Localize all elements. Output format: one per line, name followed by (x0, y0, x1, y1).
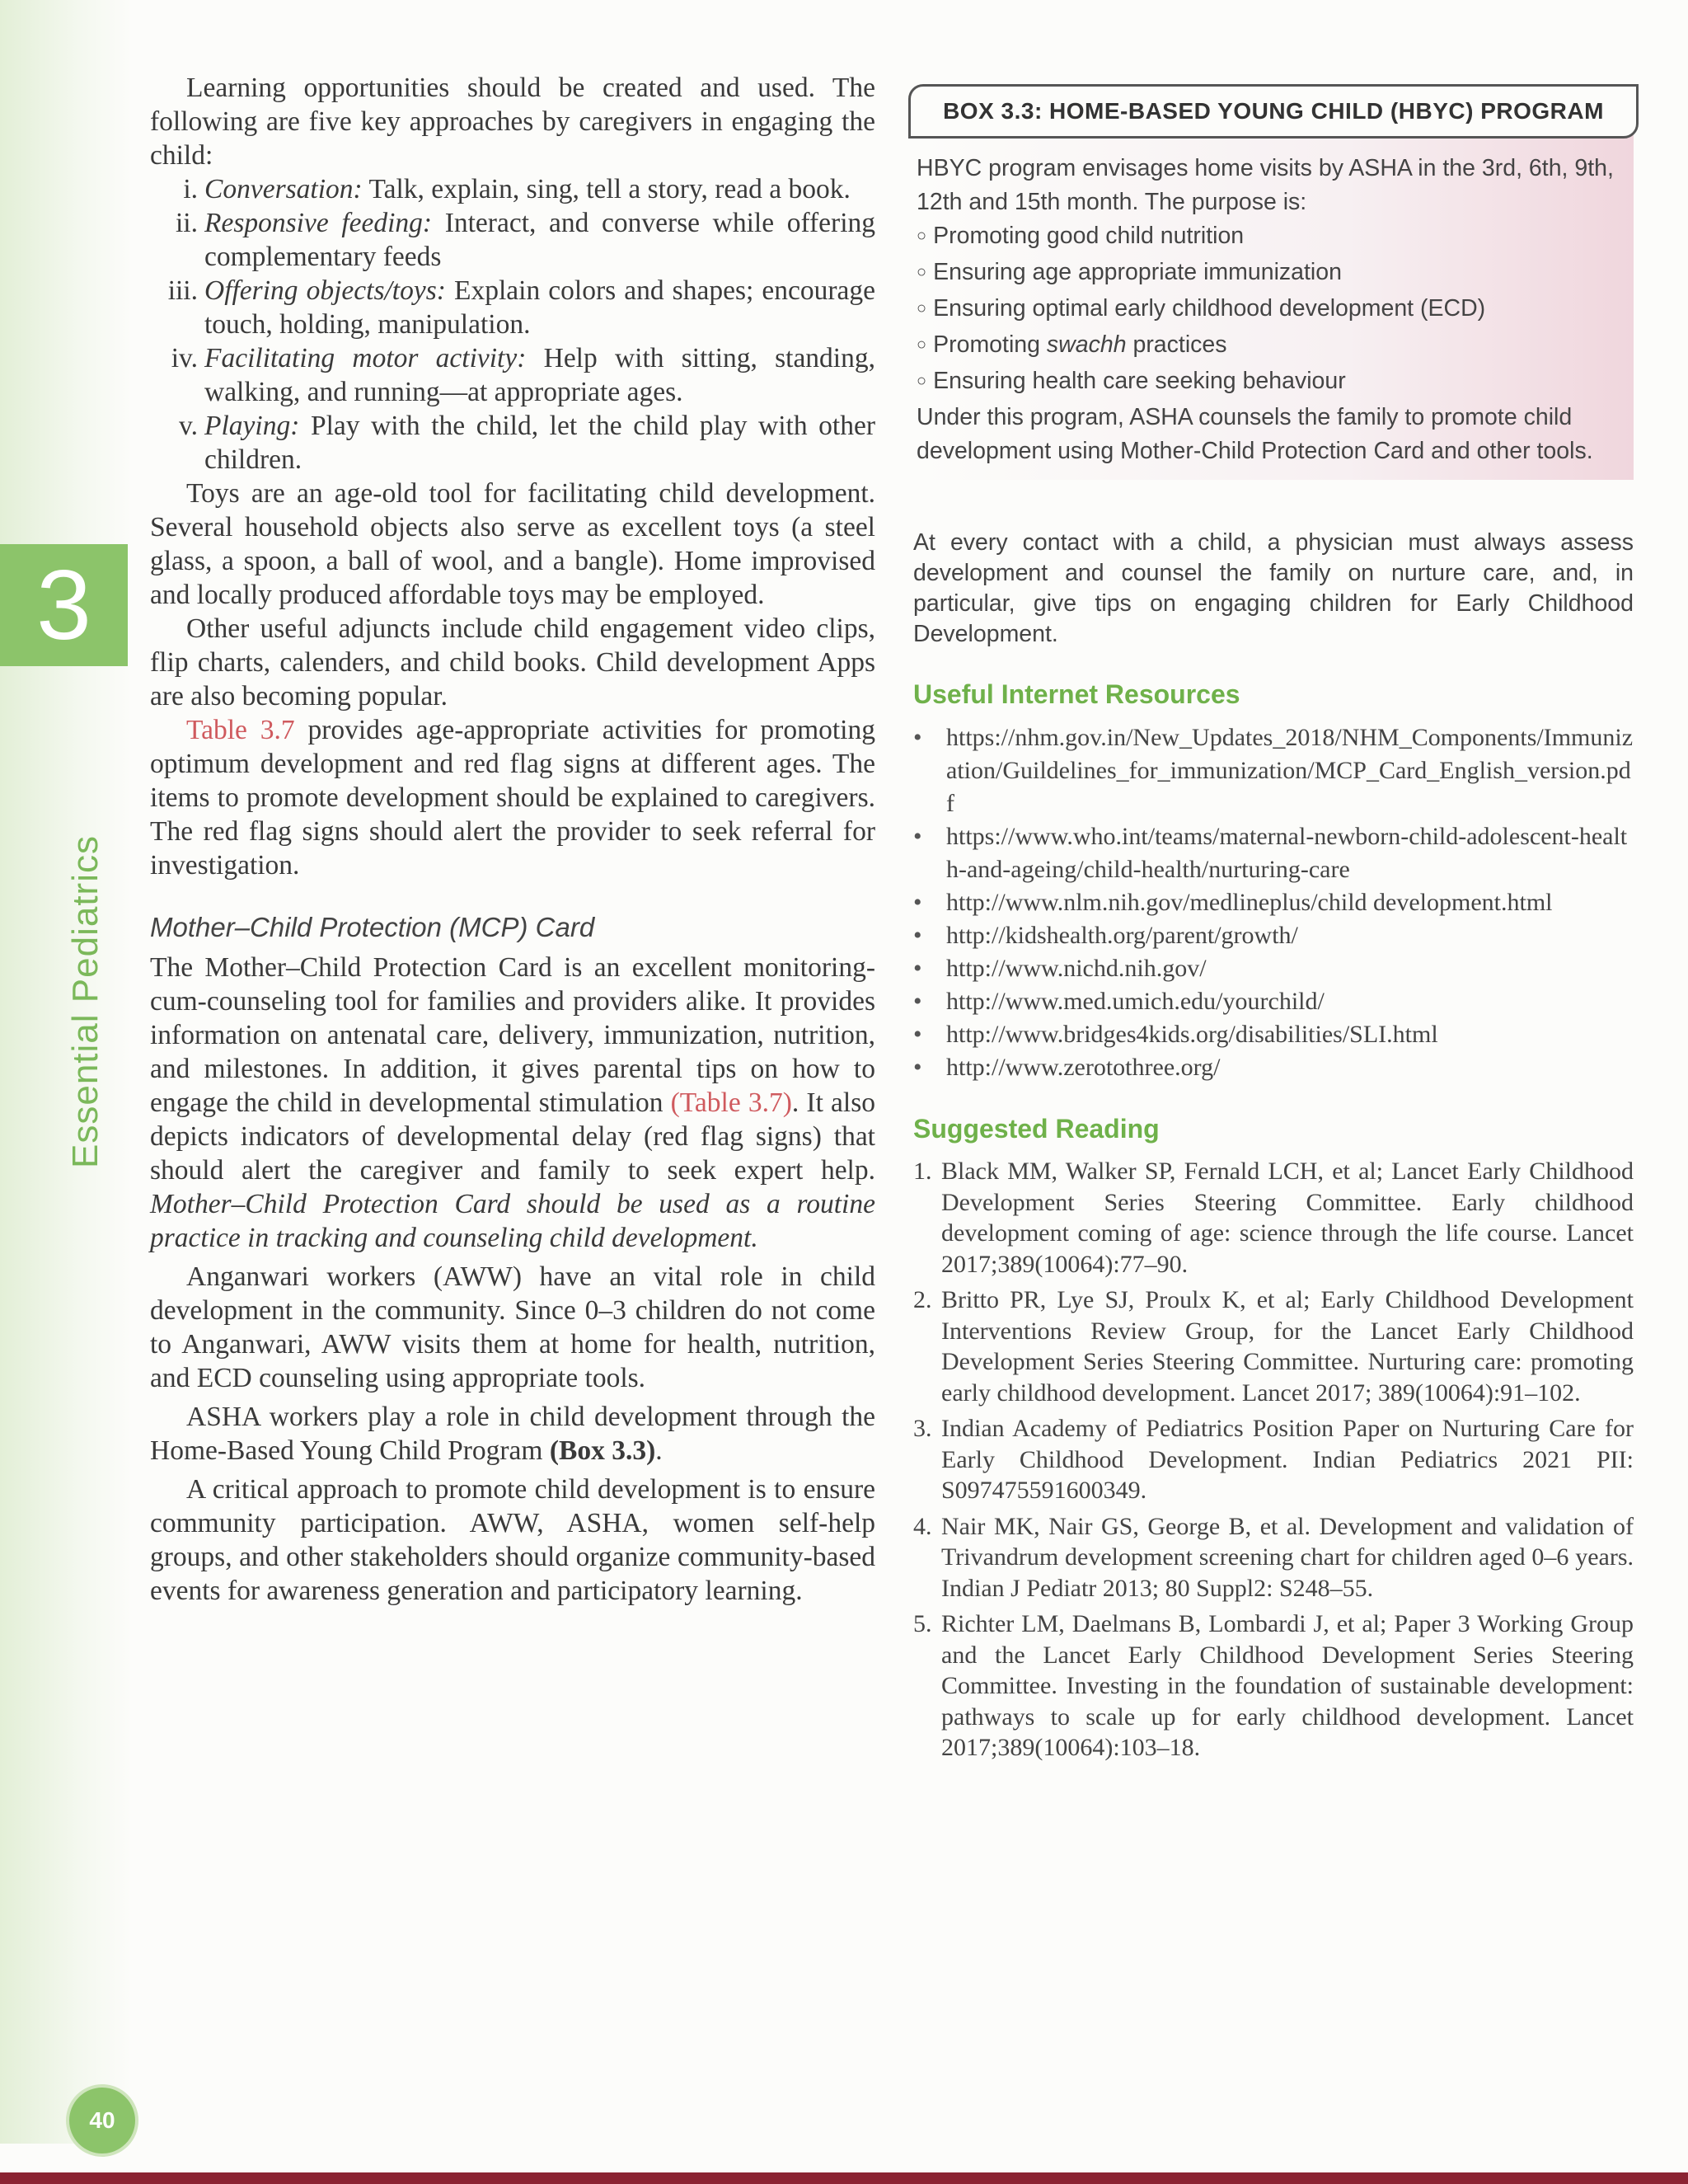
list-item: i. Conversation: Talk, explain, sing, tell a story, read a book. (183, 174, 851, 204)
resource-link[interactable]: • http://www.med.umich.edu/yourchild/ (913, 985, 1634, 1018)
reference-item: 3. Indian Academy of Pediatrics Position Paper on Nurturing Care for Early Childhood Development. Indian Pediatrics 2021 PII: S097475591600349. (913, 1415, 1634, 1504)
resource-link[interactable]: • http://www.nlm.nih.gov/medlineplus/child development.html (913, 886, 1634, 919)
box-title: BOX 3.3: HOME-BASED YOUNG CHILD (HBYC) PROGRAM (908, 84, 1639, 139)
list-item: ○ Promoting swachh practices (917, 328, 1624, 364)
list-item: ii. Responsive feeding: Interact, and converse while offering complementary feeds (176, 208, 875, 272)
aww-paragraph: Anganwari workers (AWW) have an vital role in child development in the community. Since 0–3 children do not come to Anganwari, AWW visits them at home for health, nutrition, and ECD counseling using appropriate tools. (150, 1261, 875, 1393)
right-column (913, 84, 1634, 1768)
resource-link[interactable]: • https://nhm.gov.in/New_Updates_2018/NHM_Components/Immunization/Guildelines_for_immunization/MCP_Card_English_version.pdf (913, 721, 1634, 820)
reading-heading: Suggested Reading (913, 1114, 1160, 1144)
asha-paragraph: ASHA workers play a role in child development through the Home-Based Young Child Program (Box 3.3). (150, 1402, 875, 1466)
resource-link[interactable]: • http://www.zerotothree.org/ (913, 1051, 1634, 1084)
reference-item: 5. Richter LM, Daelmans B, Lombardi J, et al; Paper 3 Working Group and the Lancet Early Childhood Development Series Steering Committee. Investing in the foundation of sustainable development: pathways to scale up for early childhood development. Lancet 2017;389(10064):103–18. (913, 1610, 1634, 1761)
chapter-tab: 3 (0, 544, 128, 666)
list-item: ○ Ensuring health care seeking behaviour (917, 364, 1624, 401)
reference-item: 1. Black MM, Walker SP, Fernald LCH, et al; Lancet Early Childhood Development Series Steering Committee. Early childhood development coming of age: science through the life course. Lancet 2017;389(10064):77–90. (913, 1158, 1634, 1278)
table-paragraph: Table 3.7 provides age-appropriate activities for promoting optimum development and red flag signs at different ages. The items to promote development should be explained to caregivers. The red flag signs should alert the provider to seek referral for investigation. (150, 715, 875, 881)
table-reference-link[interactable]: Table 3.7 (186, 715, 295, 745)
bottom-bar (0, 2172, 1688, 2184)
list-item: ○ Ensuring optimal early childhood development (ECD) (917, 292, 1624, 328)
box-intro: HBYC program envisages home visits by ASHA in the 3rd, 6th, 9th, 12th and 15th month. The purpose is: (917, 155, 1614, 215)
hbyc-box (913, 132, 1634, 480)
adjuncts-paragraph: Other useful adjuncts include child engagement video clips, flip charts, calenders, and child books. Child development Apps are also becoming popular. (150, 613, 875, 712)
community-paragraph: A critical approach to promote child development is to ensure community participation. AWW, ASHA, women self-help groups, and other stakeholders should organize community-based events for awareness generation and participatory learning. (150, 1474, 875, 1606)
reference-item: 2. Britto PR, Lye SJ, Proulx K, et al; Early Childhood Development Interventions Review Group, for the Lancet Early Childhood Development Series Steering Committee. Nurturing care: promoting early childhood development. Lancet 2017; 389(10064):91–102. (913, 1286, 1634, 1407)
list-item: ○ Promoting good child nutrition (917, 219, 1624, 256)
reference-list (913, 1156, 1634, 1764)
resources-heading: Useful Internet Resources (913, 679, 1240, 709)
resource-link[interactable]: • http://kidshealth.org/parent/growth/ (913, 919, 1634, 952)
box-reference: (Box 3.3) (549, 1435, 656, 1466)
toys-paragraph: Toys are an age-old tool for facilitating child development. Several household objects also serve as excellent toys (a steel glass, a spoon, a ball of wool, and a bangle). Home improvised and locally produced affordable toys may be employed. (150, 478, 875, 610)
table-reference-link[interactable]: (Table 3.7) (670, 1087, 792, 1118)
mcp-heading: Mother–Child Protection (MCP) Card (150, 912, 595, 942)
mcp-paragraph: The Mother–Child Protection Card is an excellent monitoring-cum-counseling tool for families and providers alike. It provides information on antenatal care, delivery, immunization, nutrition, and milestones. In addition, it gives parental tips on how to engage the child in developmental stimulation (Table 3.7). It also depicts indicators of developmental delay (red flag signs) that should alert the caregiver and family to seek expert help. Mother–Child Protection Card should be used as a routine practice in tracking and counseling child development. (150, 952, 875, 1253)
reference-item: 4. Nair MK, Nair GS, George B, et al. Development and validation of Trivandrum development screening chart for children aged 0–6 years. Indian J Pediatr 2013; 80 Suppl2: S248–55. (913, 1512, 1634, 1602)
section-side-label: Essential Pediatrics (65, 835, 106, 1168)
list-item: iv. Facilitating motor activity: Help with sitting, standing, walking, and running—at appropriate ages. (171, 343, 875, 407)
resource-link[interactable]: • https://www.who.int/teams/maternal-newborn-child-adolescent-health-and-ageing/child-health/nurturing-care (913, 820, 1634, 886)
resource-link[interactable]: • http://www.bridges4kids.org/disabilities/SLI.html (913, 1018, 1634, 1051)
box-list (917, 219, 1624, 401)
intro-paragraph: Learning opportunities should be created and used. The following are five key approaches by caregivers in engaging the child: (150, 73, 875, 171)
left-column (150, 71, 875, 1608)
resource-links (913, 721, 1634, 1084)
list-item: ○ Ensuring age appropriate immunization (917, 256, 1624, 292)
contact-paragraph: At every contact with a child, a physician must always assess development and counsel the family on nurture care, and, in particular, give tips on engaging children for Early Childhood Development. (913, 529, 1634, 647)
box-closing: Under this program, ASHA counsels the family to promote child development using Mother-Child Protection Card and other tools. (917, 404, 1593, 464)
list-item: iii. Offering objects/toys: Explain colors and shapes; encourage touch, holding, manipulation. (167, 275, 875, 340)
page-number-badge: 40 (66, 2084, 138, 2157)
resource-link[interactable]: • http://www.nichd.nih.gov/ (913, 952, 1634, 985)
approaches-list (150, 172, 875, 477)
list-item: v. Playing: Play with the child, let the child play with other children. (179, 411, 875, 475)
